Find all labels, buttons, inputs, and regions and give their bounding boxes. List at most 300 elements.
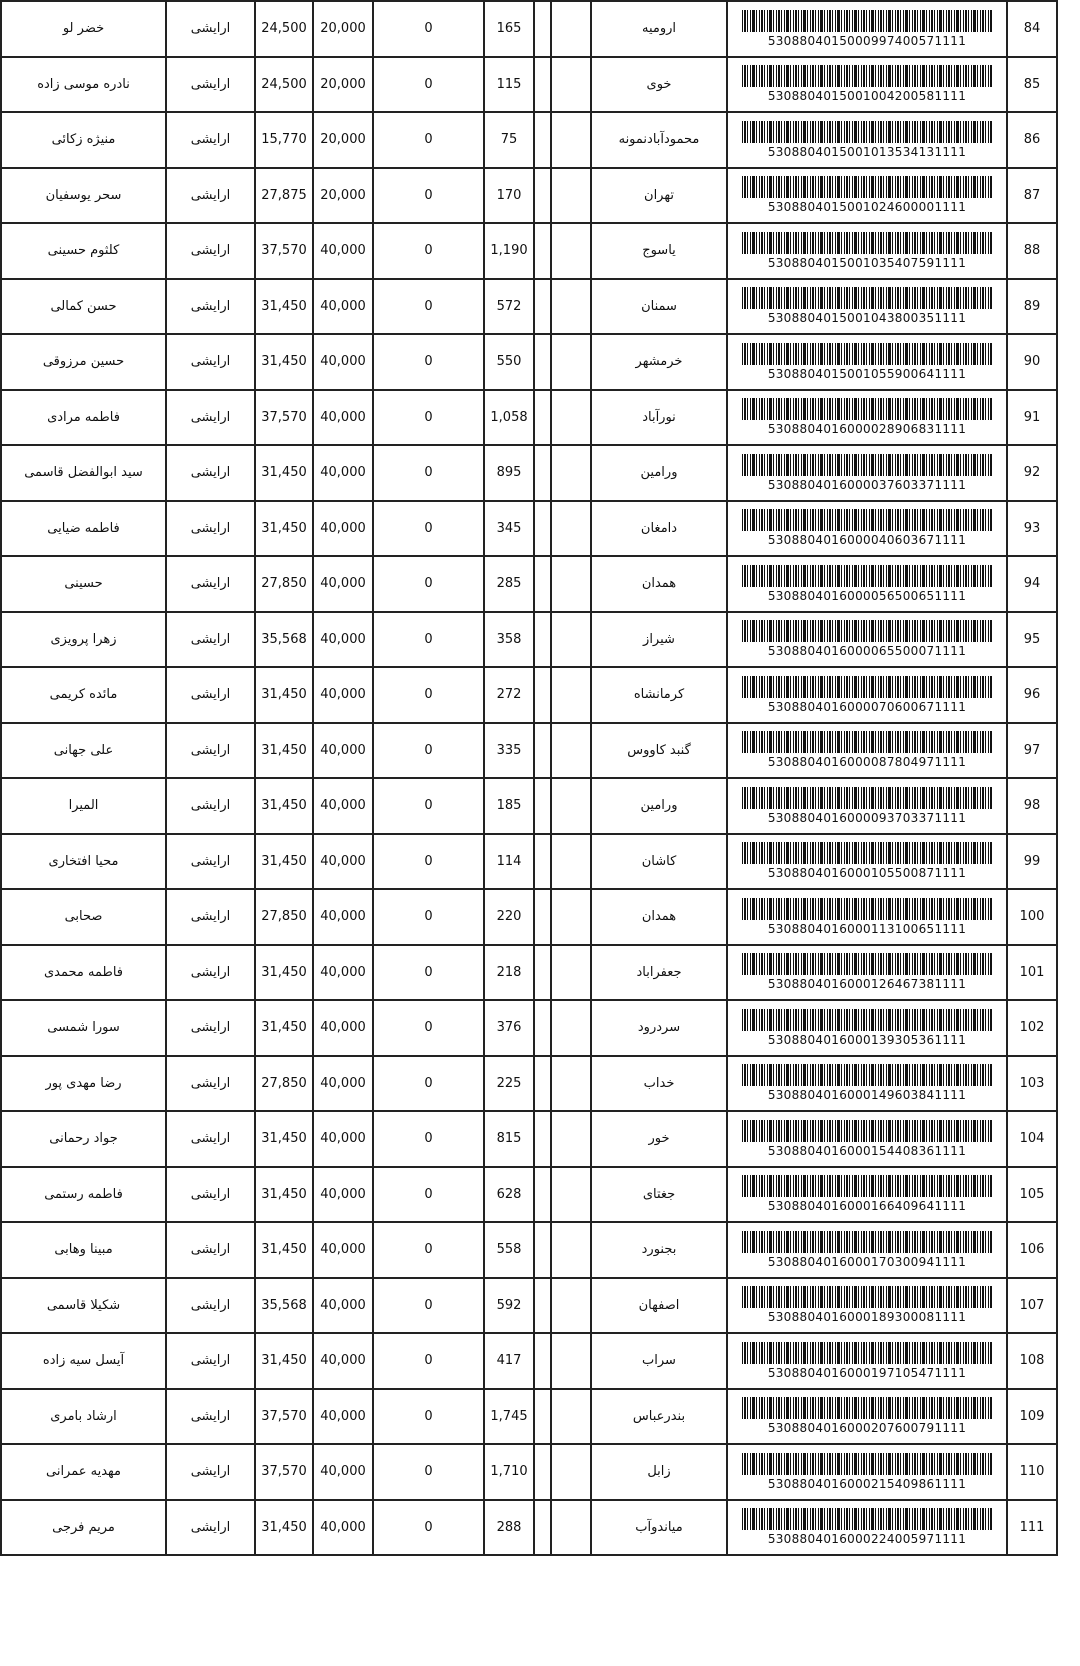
barcode-graphic (742, 1009, 992, 1031)
empty-cell (534, 667, 551, 723)
barcode-graphic (742, 1453, 992, 1475)
weight: 114 (484, 834, 534, 890)
destination-city: سردرود (591, 1000, 727, 1056)
empty-cell (551, 501, 591, 557)
base-price: 40,000 (313, 1500, 373, 1556)
destination-city: زابل (591, 1444, 727, 1500)
row-number: 105 (1007, 1167, 1057, 1223)
weight: 335 (484, 723, 534, 779)
destination-city: اصفهان (591, 1278, 727, 1334)
row-number: 109 (1007, 1389, 1057, 1445)
row-number: 99 (1007, 834, 1057, 890)
zero-value: 0 (373, 1167, 484, 1223)
empty-cell (551, 112, 591, 168)
amount: 27,850 (255, 1056, 313, 1112)
zero-value: 0 (373, 778, 484, 834)
destination-city: همدان (591, 889, 727, 945)
zero-value: 0 (373, 1111, 484, 1167)
amount: 31,450 (255, 1167, 313, 1223)
barcode-number: 5308804015001013534131111 (767, 144, 967, 159)
empty-cell (534, 945, 551, 1001)
barcode-graphic (742, 1175, 992, 1197)
destination-city: سراب (591, 1333, 727, 1389)
barcode-number: 5308804016000056500651111 (767, 588, 967, 603)
barcode-number: 5308804016000126467381111 (767, 977, 967, 992)
recipient-name: آیسل سیه زاده (1, 1333, 166, 1389)
table-row (1, 112, 1057, 168)
zero-value: 0 (373, 556, 484, 612)
recipient-name: فاطمه رستمی (1, 1167, 166, 1223)
empty-cell (551, 778, 591, 834)
table-row (1, 1278, 1057, 1334)
barcode-cell (727, 57, 1007, 113)
weight: 272 (484, 667, 534, 723)
weight: 220 (484, 889, 534, 945)
recipient-name: خضر لو (1, 1, 166, 57)
amount: 27,875 (255, 168, 313, 224)
row-number: 100 (1007, 889, 1057, 945)
barcode-number: 5308804016000215409861111 (767, 1476, 967, 1491)
empty-cell (551, 334, 591, 390)
barcode-graphic (742, 509, 992, 531)
barcode-number: 5308804016000170300941111 (767, 1254, 967, 1269)
destination-city: جغتای (591, 1167, 727, 1223)
barcode-number: 5308804016000166409641111 (767, 1199, 967, 1214)
recipient-name: فاطمه مرادی (1, 390, 166, 446)
row-number: 85 (1007, 57, 1057, 113)
category: ارایشی (166, 334, 255, 390)
empty-cell (551, 445, 591, 501)
empty-cell (534, 1278, 551, 1334)
barcode-graphic (742, 1286, 992, 1308)
row-number: 94 (1007, 556, 1057, 612)
category: ارایشی (166, 1278, 255, 1334)
table-row (1, 1167, 1057, 1223)
weight: 895 (484, 445, 534, 501)
recipient-name: منیژه زکائی (1, 112, 166, 168)
barcode-cell (727, 945, 1007, 1001)
barcode-graphic (742, 1064, 992, 1086)
barcode-graphic (742, 731, 992, 753)
recipient-name: نادره موسی زاده (1, 57, 166, 113)
empty-cell (551, 556, 591, 612)
barcode-cell (727, 1444, 1007, 1500)
empty-cell (534, 168, 551, 224)
table-row (1, 445, 1057, 501)
amount: 31,450 (255, 501, 313, 557)
category: ارایشی (166, 390, 255, 446)
empty-cell (551, 1222, 591, 1278)
row-number: 89 (1007, 279, 1057, 335)
empty-cell (534, 445, 551, 501)
empty-cell (534, 1222, 551, 1278)
barcode-graphic (742, 1342, 992, 1364)
destination-city: کرمانشاه (591, 667, 727, 723)
barcode-cell (727, 112, 1007, 168)
weight: 288 (484, 1500, 534, 1556)
empty-cell (551, 1056, 591, 1112)
weight: 1,190 (484, 223, 534, 279)
row-number: 97 (1007, 723, 1057, 779)
barcode-cell (727, 1278, 1007, 1334)
base-price: 40,000 (313, 1000, 373, 1056)
category: ارایشی (166, 1444, 255, 1500)
barcode-graphic (742, 1508, 992, 1530)
barcode-graphic (742, 121, 992, 143)
base-price: 40,000 (313, 778, 373, 834)
barcode-number: 5308804016000105500871111 (767, 866, 967, 881)
category: ارایشی (166, 1389, 255, 1445)
amount: 15,770 (255, 112, 313, 168)
table-row (1, 1389, 1057, 1445)
recipient-name: صحابی (1, 889, 166, 945)
barcode-cell (727, 1, 1007, 57)
empty-cell (534, 1167, 551, 1223)
empty-cell (551, 390, 591, 446)
row-number: 95 (1007, 612, 1057, 668)
zero-value: 0 (373, 390, 484, 446)
barcode-number: 5308804015001055900641111 (767, 366, 967, 381)
amount: 27,850 (255, 889, 313, 945)
weight: 285 (484, 556, 534, 612)
empty-cell (534, 1, 551, 57)
category: ارایشی (166, 834, 255, 890)
barcode-number: 5308804016000065500071111 (767, 644, 967, 659)
category: ارایشی (166, 1167, 255, 1223)
category: ارایشی (166, 556, 255, 612)
destination-city: میاندوآب (591, 1500, 727, 1556)
barcode-cell (727, 889, 1007, 945)
barcode-number: 5308804016000028906831111 (767, 422, 967, 437)
row-number: 90 (1007, 334, 1057, 390)
destination-city: خوی (591, 57, 727, 113)
recipient-name: کلثوم حسینی (1, 223, 166, 279)
category: ارایشی (166, 57, 255, 113)
weight: 218 (484, 945, 534, 1001)
barcode-cell (727, 279, 1007, 335)
row-number: 107 (1007, 1278, 1057, 1334)
table-row (1, 1111, 1057, 1167)
base-price: 40,000 (313, 1111, 373, 1167)
weight: 550 (484, 334, 534, 390)
category: ارایشی (166, 112, 255, 168)
empty-cell (551, 723, 591, 779)
base-price: 40,000 (313, 390, 373, 446)
zero-value: 0 (373, 445, 484, 501)
empty-cell (551, 1111, 591, 1167)
zero-value: 0 (373, 1000, 484, 1056)
weight: 417 (484, 1333, 534, 1389)
recipient-name: فاطمه ضیایی (1, 501, 166, 557)
barcode-number: 5308804015001035407591111 (767, 255, 967, 270)
base-price: 40,000 (313, 1222, 373, 1278)
zero-value: 0 (373, 1278, 484, 1334)
base-price: 40,000 (313, 501, 373, 557)
zero-value: 0 (373, 279, 484, 335)
barcode-graphic (742, 1231, 992, 1253)
row-number: 93 (1007, 501, 1057, 557)
empty-cell (534, 1500, 551, 1556)
base-price: 40,000 (313, 279, 373, 335)
table-row (1, 1333, 1057, 1389)
zero-value: 0 (373, 1222, 484, 1278)
barcode-number: 5308804016000093703371111 (767, 810, 967, 825)
amount: 27,850 (255, 556, 313, 612)
amount: 24,500 (255, 57, 313, 113)
destination-city: ورامین (591, 445, 727, 501)
zero-value: 0 (373, 57, 484, 113)
weight: 1,058 (484, 390, 534, 446)
category: ارایشی (166, 889, 255, 945)
barcode-number: 5308804016000037603371111 (767, 477, 967, 492)
destination-city: گنبد کاووس (591, 723, 727, 779)
base-price: 40,000 (313, 834, 373, 890)
empty-cell (534, 1111, 551, 1167)
weight: 1,745 (484, 1389, 534, 1445)
empty-cell (551, 1333, 591, 1389)
table-body (1, 1, 1057, 1555)
empty-cell (534, 334, 551, 390)
table-row (1, 1000, 1057, 1056)
empty-cell (534, 1056, 551, 1112)
empty-cell (534, 889, 551, 945)
row-number: 101 (1007, 945, 1057, 1001)
category: ارایشی (166, 778, 255, 834)
row-number: 88 (1007, 223, 1057, 279)
row-number: 84 (1007, 1, 1057, 57)
base-price: 20,000 (313, 1, 373, 57)
category: ارایشی (166, 1222, 255, 1278)
base-price: 40,000 (313, 223, 373, 279)
empty-cell (534, 1333, 551, 1389)
destination-city: محمودآبادنمونه (591, 112, 727, 168)
weight: 170 (484, 168, 534, 224)
recipient-name: سید ابوالفضل قاسمی (1, 445, 166, 501)
zero-value: 0 (373, 667, 484, 723)
destination-city: ورامین (591, 778, 727, 834)
empty-cell (534, 723, 551, 779)
barcode-cell (727, 1333, 1007, 1389)
barcode-graphic (742, 65, 992, 87)
weight: 572 (484, 279, 534, 335)
base-price: 40,000 (313, 889, 373, 945)
barcode-cell (727, 778, 1007, 834)
table-row (1, 57, 1057, 113)
destination-city: بجنورد (591, 1222, 727, 1278)
barcode-number: 5308804016000149603841111 (767, 1088, 967, 1103)
weight: 115 (484, 57, 534, 113)
empty-cell (551, 57, 591, 113)
barcode-number: 5308804016000154408361111 (767, 1143, 967, 1158)
table-row (1, 723, 1057, 779)
barcode-number: 5308804016000113100651111 (767, 921, 967, 936)
empty-cell (551, 1389, 591, 1445)
empty-cell (551, 1278, 591, 1334)
table-row (1, 334, 1057, 390)
barcode-graphic (742, 10, 992, 32)
weight: 628 (484, 1167, 534, 1223)
barcode-graphic (742, 287, 992, 309)
category: ارایشی (166, 612, 255, 668)
base-price: 20,000 (313, 112, 373, 168)
weight: 185 (484, 778, 534, 834)
barcode-graphic (742, 787, 992, 809)
barcode-graphic (742, 565, 992, 587)
zero-value: 0 (373, 1444, 484, 1500)
destination-city: خور (591, 1111, 727, 1167)
barcode-cell (727, 390, 1007, 446)
empty-cell (534, 1000, 551, 1056)
row-number: 98 (1007, 778, 1057, 834)
barcode-cell (727, 612, 1007, 668)
base-price: 40,000 (313, 1278, 373, 1334)
category: ارایشی (166, 168, 255, 224)
row-number: 92 (1007, 445, 1057, 501)
barcode-graphic (742, 343, 992, 365)
category: ارایشی (166, 1056, 255, 1112)
table-row (1, 667, 1057, 723)
barcode-number: 5308804016000207600791111 (767, 1421, 967, 1436)
base-price: 40,000 (313, 556, 373, 612)
empty-cell (551, 168, 591, 224)
base-price: 40,000 (313, 445, 373, 501)
weight: 345 (484, 501, 534, 557)
empty-cell (551, 945, 591, 1001)
recipient-name: حسینی (1, 556, 166, 612)
barcode-graphic (742, 676, 992, 698)
barcode-graphic (742, 953, 992, 975)
recipient-name: فاطمه محمدی (1, 945, 166, 1001)
amount: 31,450 (255, 334, 313, 390)
category: ارایشی (166, 1333, 255, 1389)
base-price: 40,000 (313, 612, 373, 668)
recipient-name: سحر یوسفیان (1, 168, 166, 224)
category: ارایشی (166, 667, 255, 723)
recipient-name: زهرا پرویزی (1, 612, 166, 668)
amount: 31,450 (255, 723, 313, 779)
barcode-cell (727, 834, 1007, 890)
barcode-number: 5308804016000087804971111 (767, 755, 967, 770)
zero-value: 0 (373, 112, 484, 168)
amount: 35,568 (255, 1278, 313, 1334)
barcode-number: 5308804016000040603671111 (767, 533, 967, 548)
empty-cell (551, 1000, 591, 1056)
barcode-number: 5308804015001004200581111 (767, 89, 967, 104)
empty-cell (534, 1444, 551, 1500)
barcode-cell (727, 556, 1007, 612)
barcode-graphic (742, 898, 992, 920)
empty-cell (551, 223, 591, 279)
table-row (1, 223, 1057, 279)
weight: 225 (484, 1056, 534, 1112)
barcode-cell (727, 1000, 1007, 1056)
category: ارایشی (166, 1111, 255, 1167)
barcode-graphic (742, 1397, 992, 1419)
destination-city: بندرعباس (591, 1389, 727, 1445)
destination-city: تهران (591, 168, 727, 224)
empty-cell (534, 778, 551, 834)
zero-value: 0 (373, 612, 484, 668)
table-row (1, 390, 1057, 446)
table-row (1, 778, 1057, 834)
amount: 31,450 (255, 1222, 313, 1278)
amount: 31,450 (255, 279, 313, 335)
empty-cell (551, 1167, 591, 1223)
amount: 31,450 (255, 667, 313, 723)
row-number: 108 (1007, 1333, 1057, 1389)
zero-value: 0 (373, 334, 484, 390)
barcode-number: 5308804016000224005971111 (767, 1532, 967, 1547)
empty-cell (534, 57, 551, 113)
base-price: 40,000 (313, 945, 373, 1001)
row-number: 111 (1007, 1500, 1057, 1556)
base-price: 40,000 (313, 1333, 373, 1389)
zero-value: 0 (373, 723, 484, 779)
amount: 37,570 (255, 390, 313, 446)
barcode-cell (727, 1389, 1007, 1445)
barcode-number: 5308804016000139305361111 (767, 1032, 967, 1047)
barcode-graphic (742, 176, 992, 198)
recipient-name: مهدیه عمرانی (1, 1444, 166, 1500)
recipient-name: حسین مرزوقی (1, 334, 166, 390)
barcode-cell (727, 501, 1007, 557)
amount: 31,450 (255, 945, 313, 1001)
table-row (1, 889, 1057, 945)
zero-value: 0 (373, 1333, 484, 1389)
table-row (1, 945, 1057, 1001)
table-row (1, 1056, 1057, 1112)
amount: 31,450 (255, 778, 313, 834)
barcode-number: 5308804016000197105471111 (767, 1365, 967, 1380)
empty-cell (534, 1389, 551, 1445)
base-price: 40,000 (313, 667, 373, 723)
barcode-cell (727, 445, 1007, 501)
destination-city: خرمشهر (591, 334, 727, 390)
barcode-cell (727, 168, 1007, 224)
empty-cell (551, 612, 591, 668)
barcode-graphic (742, 454, 992, 476)
row-number: 106 (1007, 1222, 1057, 1278)
barcode-cell (727, 1222, 1007, 1278)
table-row (1, 168, 1057, 224)
recipient-name: علی جهانی (1, 723, 166, 779)
recipient-name: ارشاد بامری (1, 1389, 166, 1445)
row-number: 104 (1007, 1111, 1057, 1167)
recipient-name: شکیلا قاسمی (1, 1278, 166, 1334)
empty-cell (551, 1444, 591, 1500)
barcode-cell (727, 723, 1007, 779)
barcode-number: 5308804016000070600671111 (767, 699, 967, 714)
base-price: 40,000 (313, 1167, 373, 1223)
amount: 31,450 (255, 445, 313, 501)
category: ارایشی (166, 445, 255, 501)
empty-cell (534, 390, 551, 446)
weight: 75 (484, 112, 534, 168)
empty-cell (551, 834, 591, 890)
category: ارایشی (166, 279, 255, 335)
recipient-name: مریم فرجی (1, 1500, 166, 1556)
barcode-graphic (742, 232, 992, 254)
barcode-graphic (742, 620, 992, 642)
base-price: 40,000 (313, 1056, 373, 1112)
empty-cell (551, 667, 591, 723)
empty-cell (551, 1, 591, 57)
destination-city: دامغان (591, 501, 727, 557)
empty-cell (534, 279, 551, 335)
barcode-number: 5308804015001043800351111 (767, 311, 967, 326)
zero-value: 0 (373, 1, 484, 57)
recipient-name: رضا مهدی پور (1, 1056, 166, 1112)
